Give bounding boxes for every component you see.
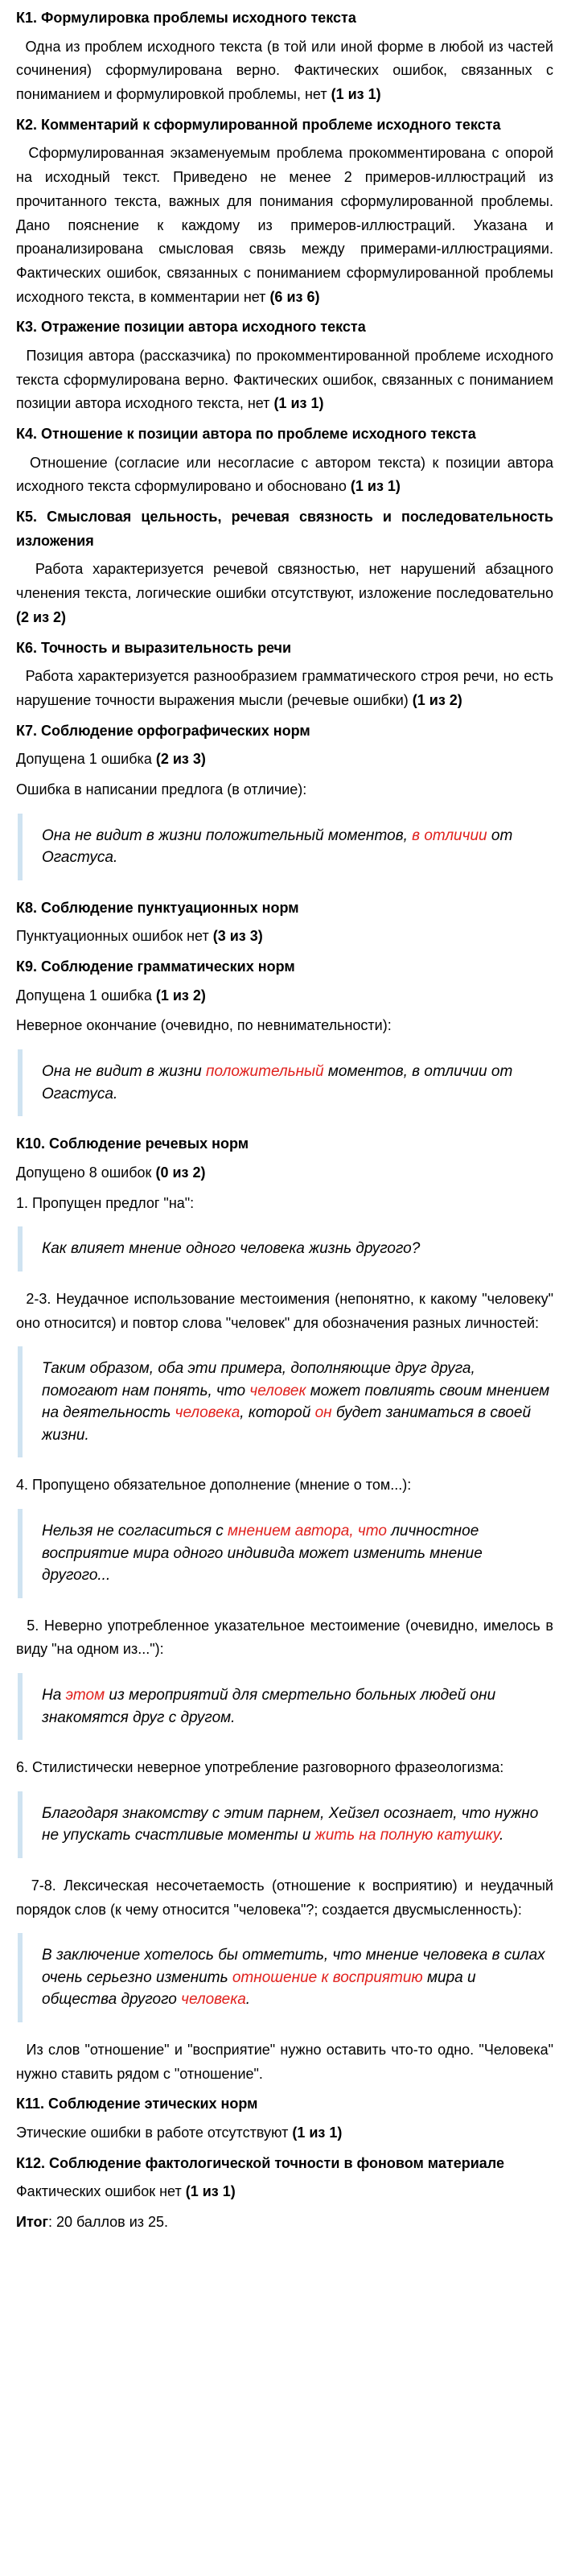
total-label: Итог bbox=[16, 2214, 49, 2231]
k10-score: (0 из 2) bbox=[155, 1164, 206, 1181]
k10-e6-quote: Благодаря знакомству с этим парнем, Хейзел осознает, что нужно не упускать счастливые моменты и жить на полную катушку. bbox=[18, 1791, 553, 1858]
k7-errors: Допущена 1 ошибка (2 из 3) bbox=[16, 751, 206, 768]
k9-quote: Она не видит в жизни положительный моментов, в отличии от Огастуса. bbox=[18, 1049, 553, 1116]
k7-heading: К7. Соблюдение орфографических норм bbox=[16, 722, 310, 739]
k10-e7-highlight-1: отношение к восприятию bbox=[232, 1968, 423, 1986]
k6-score: (1 из 2) bbox=[412, 691, 462, 708]
k1-score: (1 из 1) bbox=[331, 86, 381, 103]
k9-score: (1 из 2) bbox=[155, 987, 206, 1004]
k8-score: (3 из 3) bbox=[212, 928, 263, 945]
k3-text: Позиция автора (рассказчика) по прокомментированной проблеме исходного текста сформулирована верно. Фактических ошибок, связанных с пониманием позиции автора исходного текста, нет (1 из 1) bbox=[16, 347, 553, 412]
k7-highlight: в отличии bbox=[412, 826, 487, 844]
k10-e7-note: 7-8. Лексическая несочетаемость (отношение к восприятию) и неудачный порядок слов (к чему относится "человека"?; создается двусмысленность): bbox=[16, 1877, 553, 1918]
k8-errors: Пунктуационных ошибок нет (3 из 3) bbox=[16, 928, 263, 945]
k5-text: Работа характеризуется речевой связностью, нет нарушений абзацного членения текста, логические ошибки отсутствуют, изложение последовательно (2 из 2) bbox=[16, 561, 553, 625]
k10-e2-quote: Таким образом, оба эти примера, дополняющие друг друга, помогают нам понять, что человек может повлиять своим мнением на деятельность человека, которой он будет заниматься в своей жизни. bbox=[18, 1346, 553, 1457]
k10-e2-highlight-3: он bbox=[314, 1404, 332, 1422]
k5-score: (2 из 2) bbox=[16, 608, 67, 625]
k10-e4-note: 4. Пропущено обязательное дополнение (мнение о том...): bbox=[16, 1477, 412, 1494]
k10-e1-note: 1. Пропущен предлог "на": bbox=[16, 1194, 195, 1211]
k10-e5-quote: На этом из мероприятий для смертельно больных людей они знакомятся друг с другом. bbox=[18, 1673, 553, 1740]
k10-e2-note: 2-3. Неудачное использование местоимения (непонятно, к какому "человеку" оно относится) и повтор слова "человек" для обозначения разных личностей: bbox=[16, 1290, 553, 1331]
k11-score: (1 из 1) bbox=[292, 2125, 343, 2141]
k10-e6-highlight: жить на полную катушку bbox=[314, 1827, 499, 1844]
total-line bbox=[16, 2211, 553, 2235]
total-value: : 20 баллов из 25. bbox=[48, 2214, 169, 2231]
k8-heading: К8. Соблюдение пунктуационных норм bbox=[16, 899, 299, 916]
k2-heading: К2. Комментарий к сформулированной проблеме исходного текста bbox=[16, 116, 501, 133]
k12-score: (1 из 1) bbox=[185, 2183, 236, 2200]
k3-heading: К3. Отражение позиции автора исходного текста bbox=[16, 319, 366, 336]
k4-text: Отношение (согласие или несогласие с автором текста) к позиции автора исходного текста сформулировано и обосновано (1 из 1) bbox=[16, 454, 553, 495]
k4-score: (1 из 1) bbox=[350, 478, 401, 495]
k7-quote: Она не видит в жизни положительный моментов, в отличии от Огастуса. bbox=[18, 814, 553, 880]
k10-e7-highlight-2: человека bbox=[181, 1991, 246, 2009]
k3-score: (1 из 1) bbox=[273, 395, 324, 412]
k10-e7-quote: В заключение хотелось бы отметить, что мнение человека в силах очень серьезно изменить отношение к восприятию мира и общества другого человека. bbox=[18, 1933, 553, 2022]
k10-e5-highlight: этом bbox=[65, 1687, 105, 1704]
k12-text: Фактических ошибок нет (1 из 1) bbox=[16, 2183, 236, 2200]
k7-score: (2 из 3) bbox=[155, 751, 206, 768]
k7-note: Ошибка в написании предлога (в отличие): bbox=[16, 781, 307, 798]
k10-e7-comment: Из слов "отношение" и "восприятие" нужно оставить что-то одно. "Человека" нужно ставить рядом с "отношение". bbox=[16, 2042, 553, 2082]
k11-heading: К11. Соблюдение этических норм bbox=[16, 2096, 258, 2112]
k10-e4-highlight: мнением автора, что bbox=[228, 1523, 387, 1540]
k10-e6-note: 6. Стилистически неверное употребление разговорного фразеологизма: bbox=[16, 1759, 504, 1776]
k10-errors: Допущено 8 ошибок (0 из 2) bbox=[16, 1164, 206, 1181]
k9-heading: К9. Соблюдение грамматических норм bbox=[16, 958, 295, 975]
k9-highlight: положительный bbox=[206, 1063, 324, 1081]
k2-score: (6 из 6) bbox=[269, 288, 320, 305]
k10-e5-note: 5. Неверно употребленное указательное местоимение (очевидно, имелось в виду "на одном из..."): bbox=[16, 1617, 553, 1658]
k10-e2-highlight-2: человека bbox=[175, 1404, 240, 1422]
k10-e1-quote: Как влияет мнение одного человека жизнь другого? bbox=[18, 1226, 553, 1272]
k10-heading: К10. Соблюдение речевых норм bbox=[16, 1136, 249, 1152]
k2-text: Сформулированная экзаменуемым проблема прокомментирована с опорой на исходный текст. Приведено не менее 2 примеров-иллюстраций из прочитанного текста, важных для понимания сформулированной проблемы. Дано пояснение к каждому из примеров-иллюстраций. Указана и проанализирована смысловая связь между примерами-иллюстрациями. Фактических ошибок, связанных с пониманием сформулированной проблемы исходного текста, в комментарии нет (6 из 6) bbox=[16, 145, 553, 305]
k10-e2-highlight-1: человек bbox=[249, 1382, 306, 1399]
k1-text: Одна из проблем исходного текста (в той или иной форме в любой из частей сочинения) сформулирована верно. Фактических ошибок, связанных с пониманием и формулировкой проблемы, нет (1 из 1) bbox=[16, 38, 553, 103]
k6-text: Работа характеризуется разнообразием грамматического строя речи, но есть нарушение точности выражения мысли (речевые ошибки) (1 из 2) bbox=[16, 668, 553, 708]
k10-e4-quote: Нельзя не согласиться с мнением автора, что личностное восприятие мира одного индивида может изменить мнение другого... bbox=[18, 1509, 553, 1598]
k5-heading: К5. Смысловая цельность, речевая связность и последовательность изложения bbox=[16, 509, 553, 549]
k11-text: Этические ошибки в работе отсутствуют (1 из 1) bbox=[16, 2125, 343, 2141]
k9-note: Неверное окончание (очевидно, по невнимательности): bbox=[16, 1017, 392, 1034]
k9-errors: Допущена 1 ошибка (1 из 2) bbox=[16, 987, 206, 1004]
k4-heading: К4. Отношение к позиции автора по проблеме исходного текста bbox=[16, 426, 476, 442]
k1-heading: К1. Формулировка проблемы исходного текста bbox=[16, 10, 356, 26]
k6-heading: К6. Точность и выразительность речи bbox=[16, 639, 292, 656]
k12-heading: К12. Соблюдение фактологической точности в фоновом материале bbox=[16, 2154, 504, 2171]
